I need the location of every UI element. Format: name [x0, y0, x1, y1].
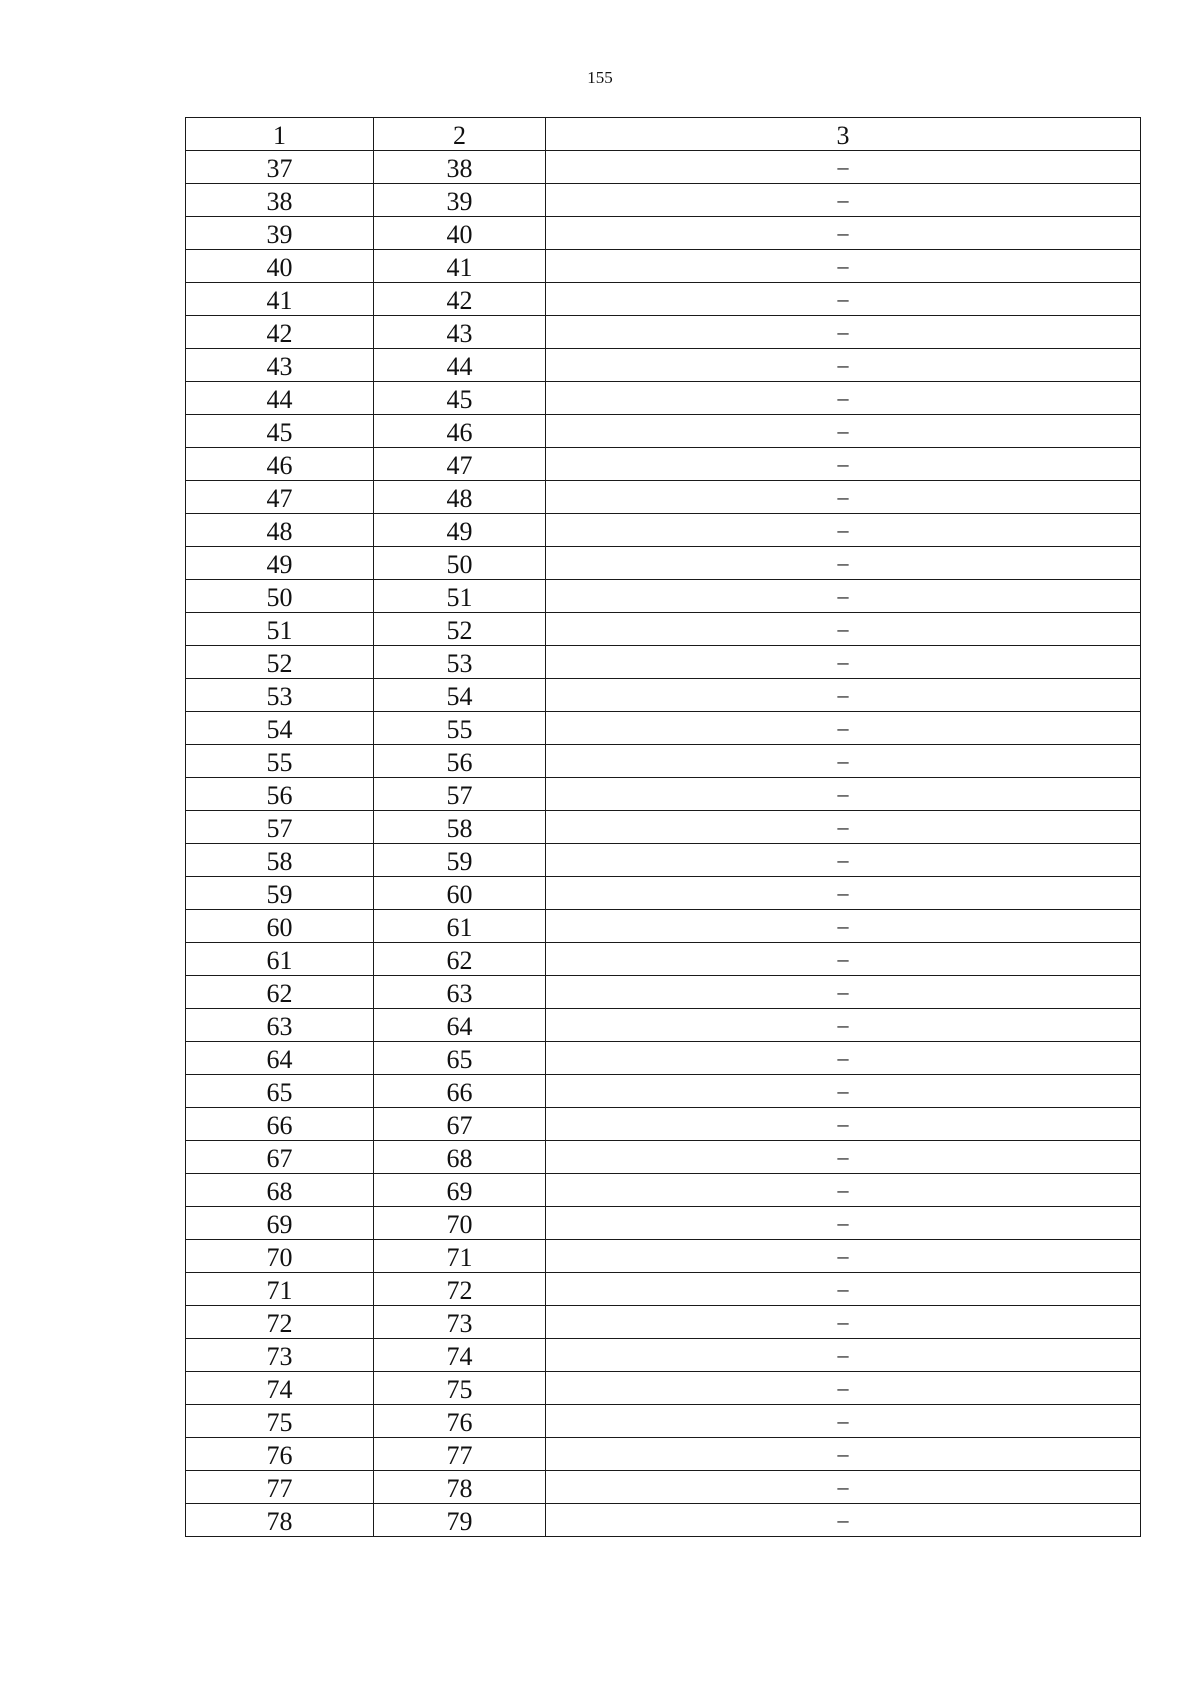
cell-col-3: –	[546, 1075, 1141, 1108]
cell-col-1: 43	[186, 349, 374, 382]
table-row	[186, 1372, 1141, 1405]
cell-col-1: 56	[186, 778, 374, 811]
table-row	[186, 1141, 1141, 1174]
cell-col-3: –	[546, 316, 1141, 349]
cell-col-3: –	[546, 1504, 1141, 1537]
table-row	[186, 811, 1141, 844]
cell-col-3: –	[546, 580, 1141, 613]
cell-col-3: –	[546, 1207, 1141, 1240]
table-row	[186, 877, 1141, 910]
cell-col-2: 51	[374, 580, 546, 613]
cell-col-2: 49	[374, 514, 546, 547]
cell-col-3: –	[546, 250, 1141, 283]
table-row	[186, 778, 1141, 811]
cell-col-3: –	[546, 1405, 1141, 1438]
cell-col-3: –	[546, 1372, 1141, 1405]
cell-col-3: –	[546, 1174, 1141, 1207]
cell-col-1: 64	[186, 1042, 374, 1075]
column-header-1: 1	[186, 118, 374, 151]
cell-col-2: 56	[374, 745, 546, 778]
cell-col-2: 45	[374, 382, 546, 415]
cell-col-1: 65	[186, 1075, 374, 1108]
page-number: 155	[587, 68, 613, 87]
cell-col-1: 40	[186, 250, 374, 283]
cell-col-1: 63	[186, 1009, 374, 1042]
cell-col-1: 50	[186, 580, 374, 613]
table-row	[186, 448, 1141, 481]
cell-col-1: 55	[186, 745, 374, 778]
cell-col-2: 40	[374, 217, 546, 250]
cell-col-2: 66	[374, 1075, 546, 1108]
table-header	[186, 118, 1141, 151]
cell-col-2: 78	[374, 1471, 546, 1504]
table-row	[186, 382, 1141, 415]
cell-col-2: 50	[374, 547, 546, 580]
cell-col-3: –	[546, 415, 1141, 448]
table-row	[186, 1339, 1141, 1372]
cell-col-3: –	[546, 646, 1141, 679]
table-row	[186, 547, 1141, 580]
cell-col-1: 59	[186, 877, 374, 910]
cell-col-2: 48	[374, 481, 546, 514]
cell-col-3: –	[546, 943, 1141, 976]
table-row	[186, 1438, 1141, 1471]
cell-col-1: 76	[186, 1438, 374, 1471]
table-row	[186, 1471, 1141, 1504]
cell-col-2: 42	[374, 283, 546, 316]
cell-col-3: –	[546, 1471, 1141, 1504]
cell-col-3: –	[546, 151, 1141, 184]
cell-col-2: 79	[374, 1504, 546, 1537]
cell-col-2: 65	[374, 1042, 546, 1075]
cell-col-2: 41	[374, 250, 546, 283]
table-row	[186, 910, 1141, 943]
table-row	[186, 1504, 1141, 1537]
cell-col-2: 62	[374, 943, 546, 976]
table-row	[186, 943, 1141, 976]
cell-col-2: 64	[374, 1009, 546, 1042]
table-row	[186, 679, 1141, 712]
cell-col-3: –	[546, 481, 1141, 514]
cell-col-1: 44	[186, 382, 374, 415]
cell-col-1: 46	[186, 448, 374, 481]
cell-col-1: 51	[186, 613, 374, 646]
cell-col-2: 60	[374, 877, 546, 910]
cell-col-2: 57	[374, 778, 546, 811]
table-row	[186, 1075, 1141, 1108]
table-row	[186, 481, 1141, 514]
column-header-2: 2	[374, 118, 546, 151]
cell-col-2: 68	[374, 1141, 546, 1174]
table-row	[186, 1306, 1141, 1339]
cell-col-3: –	[546, 1108, 1141, 1141]
table-row	[186, 1273, 1141, 1306]
cell-col-3: –	[546, 712, 1141, 745]
cell-col-1: 48	[186, 514, 374, 547]
table-row	[186, 1042, 1141, 1075]
cell-col-1: 67	[186, 1141, 374, 1174]
cell-col-2: 38	[374, 151, 546, 184]
cell-col-3: –	[546, 910, 1141, 943]
cell-col-3: –	[546, 1141, 1141, 1174]
table-row	[186, 1108, 1141, 1141]
cell-col-2: 44	[374, 349, 546, 382]
cell-col-2: 76	[374, 1405, 546, 1438]
cell-col-1: 38	[186, 184, 374, 217]
cell-col-1: 72	[186, 1306, 374, 1339]
cell-col-1: 68	[186, 1174, 374, 1207]
cell-col-2: 75	[374, 1372, 546, 1405]
cell-col-1: 47	[186, 481, 374, 514]
cell-col-2: 67	[374, 1108, 546, 1141]
cell-col-3: –	[546, 745, 1141, 778]
cell-col-3: –	[546, 1339, 1141, 1372]
cell-col-1: 71	[186, 1273, 374, 1306]
cell-col-2: 74	[374, 1339, 546, 1372]
cell-col-1: 39	[186, 217, 374, 250]
cell-col-2: 73	[374, 1306, 546, 1339]
cell-col-3: –	[546, 613, 1141, 646]
table-row	[186, 976, 1141, 1009]
cell-col-1: 69	[186, 1207, 374, 1240]
cell-col-1: 57	[186, 811, 374, 844]
table-row	[186, 514, 1141, 547]
cell-col-2: 54	[374, 679, 546, 712]
cell-col-1: 58	[186, 844, 374, 877]
cell-col-2: 55	[374, 712, 546, 745]
cell-col-2: 47	[374, 448, 546, 481]
cell-col-3: –	[546, 547, 1141, 580]
cell-col-1: 70	[186, 1240, 374, 1273]
cell-col-3: –	[546, 514, 1141, 547]
cell-col-3: –	[546, 976, 1141, 1009]
table-row	[186, 580, 1141, 613]
cell-col-1: 62	[186, 976, 374, 1009]
cell-col-2: 59	[374, 844, 546, 877]
cell-col-2: 72	[374, 1273, 546, 1306]
cell-col-3: –	[546, 283, 1141, 316]
table-row	[186, 184, 1141, 217]
table-row	[186, 1174, 1141, 1207]
table-row	[186, 151, 1141, 184]
table-row	[186, 745, 1141, 778]
cell-col-2: 77	[374, 1438, 546, 1471]
cell-col-1: 73	[186, 1339, 374, 1372]
table-row	[186, 1207, 1141, 1240]
cell-col-3: –	[546, 349, 1141, 382]
table-row	[186, 250, 1141, 283]
cell-col-2: 52	[374, 613, 546, 646]
cell-col-1: 53	[186, 679, 374, 712]
cell-col-3: –	[546, 844, 1141, 877]
cell-col-1: 54	[186, 712, 374, 745]
cell-col-1: 66	[186, 1108, 374, 1141]
cell-col-1: 61	[186, 943, 374, 976]
cell-col-1: 74	[186, 1372, 374, 1405]
header-row	[186, 118, 1141, 151]
cell-col-1: 52	[186, 646, 374, 679]
cell-col-1: 77	[186, 1471, 374, 1504]
cell-col-3: –	[546, 877, 1141, 910]
table-row	[186, 316, 1141, 349]
table-row	[186, 646, 1141, 679]
table-row	[186, 712, 1141, 745]
data-table	[185, 117, 1141, 1537]
cell-col-3: –	[546, 1306, 1141, 1339]
table-body	[186, 151, 1141, 1537]
cell-col-1: 42	[186, 316, 374, 349]
cell-col-3: –	[546, 382, 1141, 415]
cell-col-3: –	[546, 448, 1141, 481]
table-row	[186, 283, 1141, 316]
cell-col-3: –	[546, 1042, 1141, 1075]
table-row	[186, 1405, 1141, 1438]
column-header-3: 3	[546, 118, 1141, 151]
cell-col-3: –	[546, 184, 1141, 217]
cell-col-2: 69	[374, 1174, 546, 1207]
cell-col-3: –	[546, 778, 1141, 811]
cell-col-3: –	[546, 811, 1141, 844]
cell-col-2: 71	[374, 1240, 546, 1273]
cell-col-2: 63	[374, 976, 546, 1009]
table-row	[186, 1009, 1141, 1042]
cell-col-3: –	[546, 1273, 1141, 1306]
cell-col-3: –	[546, 1009, 1141, 1042]
cell-col-1: 37	[186, 151, 374, 184]
cell-col-3: –	[546, 1438, 1141, 1471]
table-row	[186, 1240, 1141, 1273]
cell-col-1: 49	[186, 547, 374, 580]
cell-col-3: –	[546, 217, 1141, 250]
table-row	[186, 844, 1141, 877]
cell-col-1: 41	[186, 283, 374, 316]
cell-col-1: 78	[186, 1504, 374, 1537]
cell-col-1: 60	[186, 910, 374, 943]
table-row	[186, 613, 1141, 646]
cell-col-2: 46	[374, 415, 546, 448]
cell-col-2: 43	[374, 316, 546, 349]
table-row	[186, 217, 1141, 250]
table-row	[186, 349, 1141, 382]
cell-col-2: 39	[374, 184, 546, 217]
cell-col-2: 58	[374, 811, 546, 844]
cell-col-3: –	[546, 679, 1141, 712]
cell-col-1: 45	[186, 415, 374, 448]
cell-col-2: 61	[374, 910, 546, 943]
cell-col-3: –	[546, 1240, 1141, 1273]
table-row	[186, 415, 1141, 448]
cell-col-1: 75	[186, 1405, 374, 1438]
cell-col-2: 70	[374, 1207, 546, 1240]
cell-col-2: 53	[374, 646, 546, 679]
